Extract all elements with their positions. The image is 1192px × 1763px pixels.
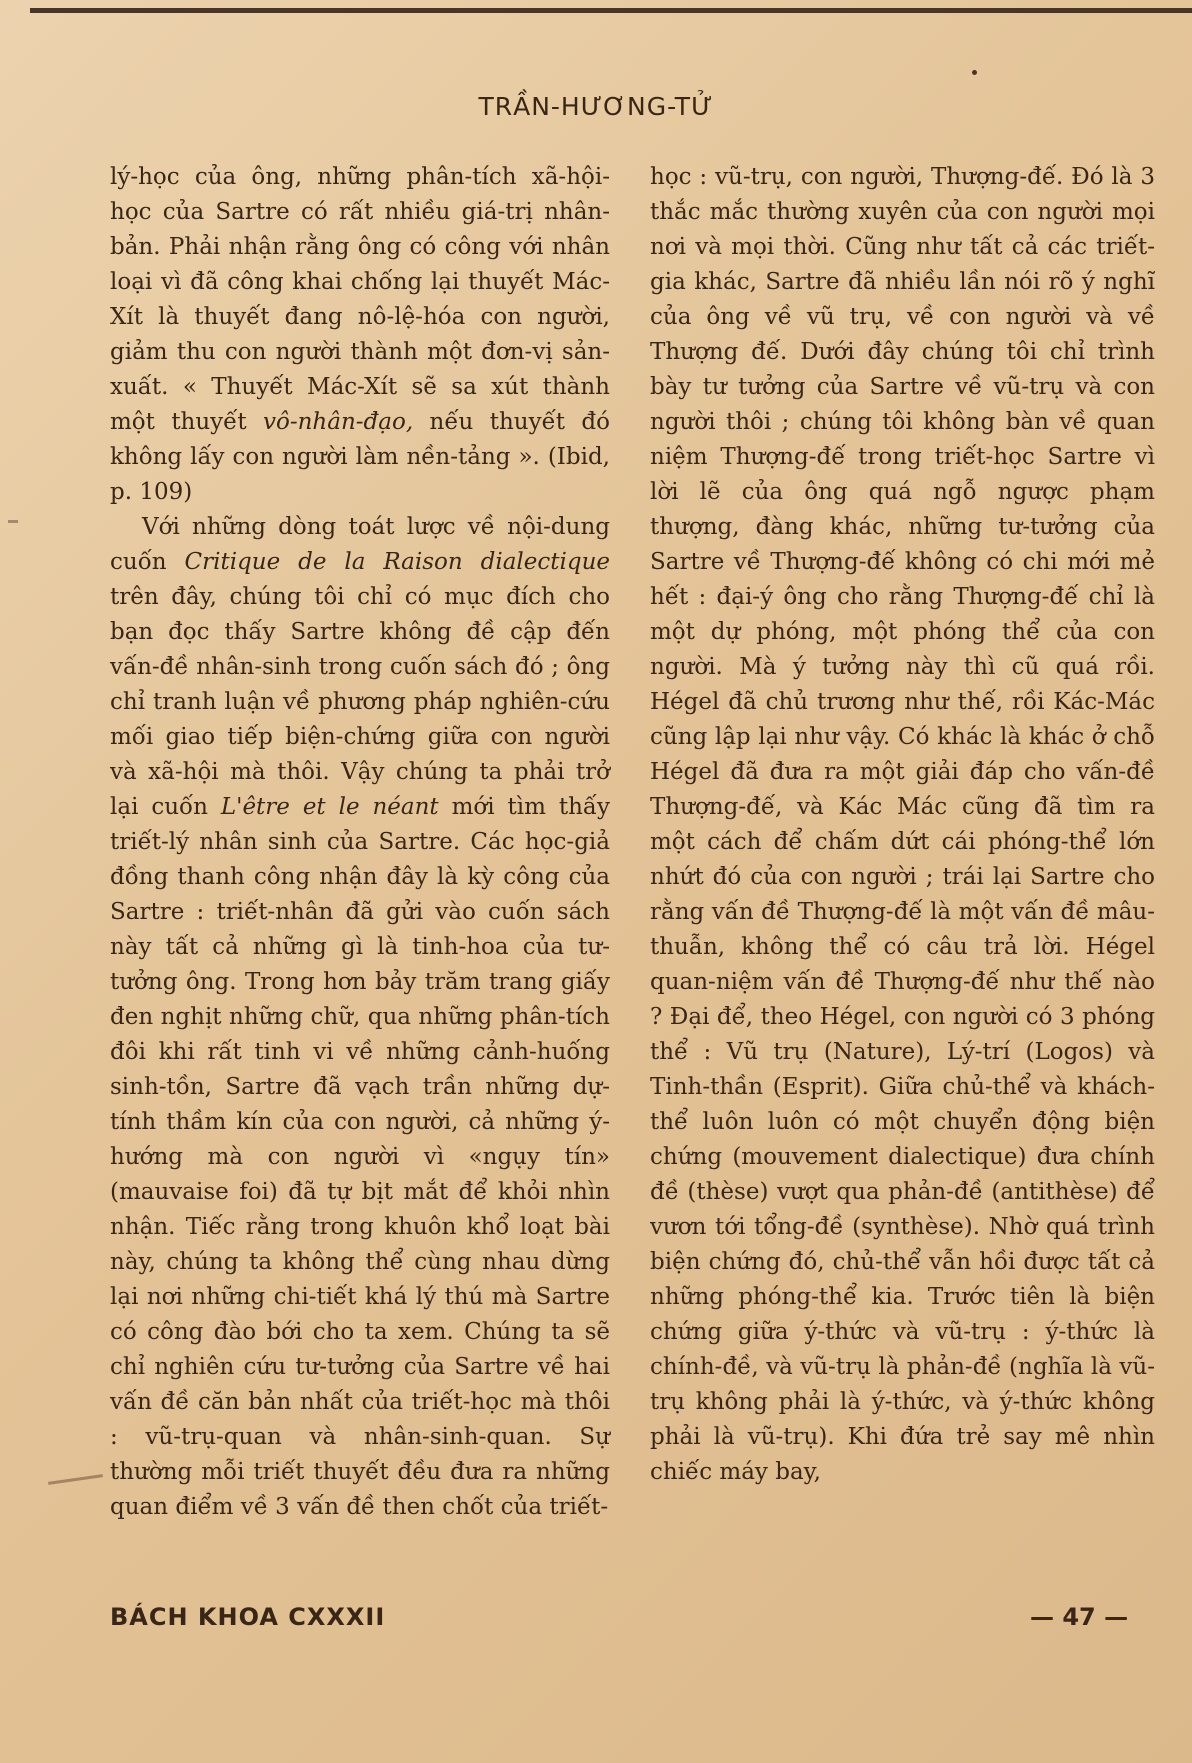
paragraph-1-text: lý-học của ông, những phân-tích xã-hội-học của Sartre có rất nhiều giá-trị nhân-bản. Phải nhận rằng ông có công với nhân loại vì đã công khai chống lại thuyết Mác-Xít là thuyết đang nô-lệ-hóa con người, giảm thu con người thành một đơn-vị sản-xuất. « Thuyết Mác-Xít sẽ sa xút thành một thuyết <box>110 164 610 435</box>
paragraph-2 <box>110 510 610 1525</box>
running-head: TRẦN-HƯƠNG-TỬ <box>478 92 714 121</box>
print-dot <box>972 70 977 75</box>
pen-stroke-mark <box>48 1474 103 1485</box>
right-paragraph: học : vũ-trụ, con người, Thượng-đế. Đó là 3 thắc mắc thường xuyên của con người mọi nơi và mọi thời. Cũng như tất cả các triết-gia khác, Sartre đã nhiều lần nói rõ ý nghĩ của ông về vũ trụ, về con người và về Thượng đế. Dưới đây chúng tôi chỉ trình bày tư tưởng của Sartre về vũ-trụ và con người thôi ; chúng tôi không bàn về quan niệm Thượng-đế trong triết-học Sartre vì lời lẽ của ông quá ngỗ ngược phạm thượng, đàng khác, những tư-tưởng của Sartre về Thượng-đế không có chi mới mẻ hết : đại-ý ông cho rằng Thượng-đế chỉ là một dự phóng, một phóng thể của con người. Mà ý tưởng này thì cũ quá rồi. Hégel đã chủ trương như thế, rồi Kác-Mác cũng lập lại như vậy. Có khác là khác ở chỗ Hégel đã đưa ra một giải đáp cho vấn-đề Thượng-đế, và Kác Mác cũng đã tìm ra một cách để chấm dứt cái phóng-thể lớn nhứt đó của con người ; trái lại Sartre cho rằng vấn đề Thượng-đế là một vấn đề mâu-thuẫn, không thể có câu trả lời. Hégel quan-niệm vấn đề Thượng-đế như thế nào ? Đại để, theo Hégel, con người có 3 phóng thể : Vũ trụ (Nature), Lý-trí (Logos) và Tinh-thần (Esprit). Giữa chủ-thể và khách-thể luôn luôn có một chuyển động biện chứng (mouvement dialectique) đưa chính đề (thèse) vượt qua phản-đề (antithèse) để vươn tới tổng-đề (synthèse). Nhờ quá trình biện chứng đó, chủ-thể vẫn hồi được tất cả những phóng-thể kia. Trước tiên là biện chứng giữa ý-thức và vũ-trụ : ý-thức là chính-đề, và vũ-trụ là phản-đề (nghĩa là vũ-trụ không phải là ý-thức, và ý-thức không phải là vũ-trụ). Khi đứa trẻ say mê nhìn chiếc máy bay, <box>650 164 1155 1485</box>
page-number: — 47 — <box>1030 1603 1129 1631</box>
paragraph-1-end: nếu thuyết đó không lấy con người làm nền-tảng ». (Ibid, p. 109) <box>110 409 610 505</box>
paragraph-2-text-b: trên đây, chúng tôi chỉ có mục đích cho bạn đọc thấy Sartre không đề cập đến vấn-đề nhân-sinh trong cuốn sách đó ; ông chỉ tranh luận về phương pháp nghiên-cứu mối giao tiếp biện-chứng giữa con người và xã-hội mà thôi. Vậy chúng ta phải trở lại cuốn <box>110 584 610 820</box>
margin-mark <box>8 520 18 523</box>
paragraph-2-text-a: Với những dòng toát lược về nội-dung cuốn <box>110 514 610 575</box>
left-column <box>110 160 610 1525</box>
book-title-critique: Critique de la Raison dialectique <box>184 549 611 575</box>
journal-footer: BÁCH KHOA CXXXII <box>110 1603 386 1631</box>
book-title-etre-neant: L'être et le néant <box>220 794 439 820</box>
right-column <box>650 160 1155 1490</box>
paragraph-2-text-c: mới tìm thấy triết-lý nhân sinh của Sartre. Các học-giả đồng thanh công nhận đây là kỳ công của Sartre : triết-nhân đã gửi vào cuốn sách này tất cả những gì là tinh-hoa của tư-tưởng ông. Trong hơn bảy trăm trang giấy đen nghịt những chữ, qua những phân-tích đôi khi rất tinh vi về những cảnh-huống sinh-tồn, Sartre đã vạch trần những dự-tính thầm kín của con người, cả những ý-hướng mà con người vì «ngụy tín» (mauvaise foi) đã tự bịt mắt để khỏi nhìn nhận. Tiếc rằng trong khuôn khổ loạt bài này, chúng ta không thể cùng nhau dừng lại nơi những chi-tiết khá lý thú mà Sartre có công đào bới cho ta xem. Chúng ta sẽ chỉ nghiên cứu tư-tưởng của Sartre về hai vấn đề căn bản nhất của triết-học mà thôi : vũ-trụ-quan và nhân-sinh-quan. Sự thường mỗi triết thuyết đều đưa ra những quan điểm về 3 vấn đề then chốt của triết- <box>110 794 610 1520</box>
top-rule <box>30 8 1192 13</box>
paragraph-1 <box>110 160 610 510</box>
paragraph-1-italic: vô-nhân-đạo, <box>263 409 414 435</box>
